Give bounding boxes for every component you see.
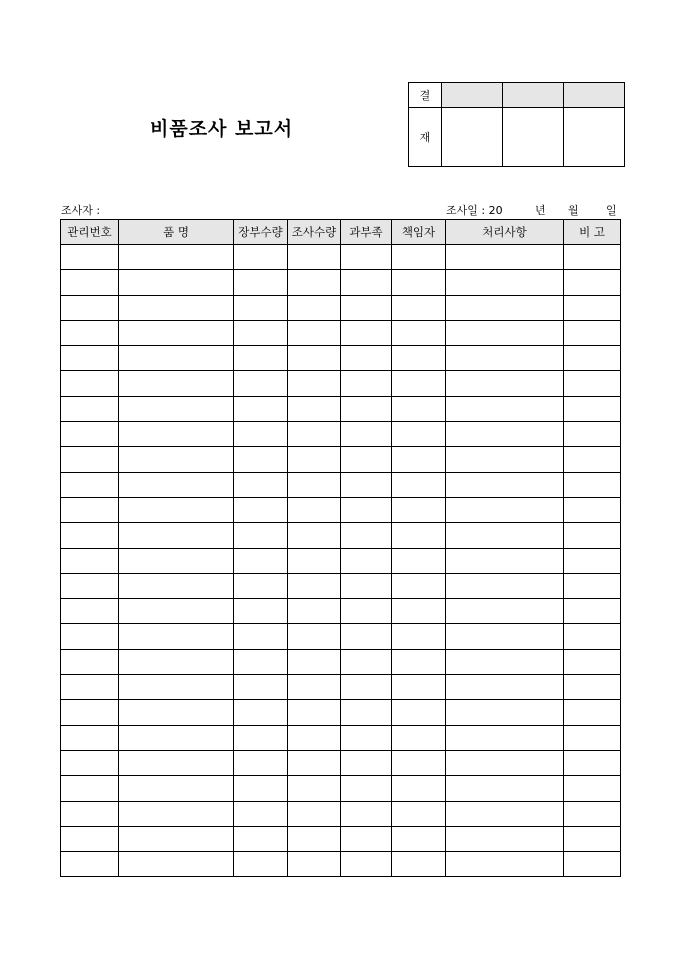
table-cell[interactable] [446,826,564,851]
table-cell[interactable] [564,346,621,371]
table-cell[interactable] [234,295,288,320]
table-cell[interactable] [341,801,392,826]
table-cell[interactable] [446,472,564,497]
table-cell[interactable] [119,725,234,750]
table-cell[interactable] [446,776,564,801]
approval-box [408,82,625,167]
table-cell[interactable] [61,346,119,371]
header-management-number: 관리번호 [61,220,119,245]
table-cell[interactable] [61,447,119,472]
table-cell[interactable] [341,270,392,295]
table-cell[interactable] [288,852,341,877]
table-cell[interactable] [61,725,119,750]
table-cell[interactable] [392,295,446,320]
approval-header-cell [564,83,625,108]
table-cell[interactable] [61,599,119,624]
table-cell[interactable] [392,801,446,826]
table-cell[interactable] [446,346,564,371]
table-cell[interactable] [392,447,446,472]
table-row [61,422,621,447]
table-row [61,700,621,725]
table-cell[interactable] [564,826,621,851]
table-row [61,599,621,624]
table-cell[interactable] [392,396,446,421]
table-cell[interactable] [119,776,234,801]
table-cell[interactable] [234,245,288,270]
table-cell[interactable] [61,826,119,851]
table-cell[interactable] [564,573,621,598]
table-cell[interactable] [564,624,621,649]
table-cell[interactable] [392,472,446,497]
table-cell[interactable] [61,396,119,421]
table-cell[interactable] [61,573,119,598]
table-row [61,396,621,421]
table-cell[interactable] [288,320,341,345]
table-cell[interactable] [61,750,119,775]
table-cell[interactable] [392,725,446,750]
table-cell[interactable] [234,750,288,775]
table-cell[interactable] [446,548,564,573]
table-cell[interactable] [119,700,234,725]
table-cell[interactable] [119,624,234,649]
header-action-taken: 처리사항 [446,220,564,245]
table-cell[interactable] [341,447,392,472]
table-cell[interactable] [119,422,234,447]
table-cell[interactable] [564,649,621,674]
page-title: 비품조사 보고서 [150,118,294,140]
table-row [61,245,621,270]
table-cell[interactable] [564,447,621,472]
table-cell[interactable] [119,649,234,674]
table-cell[interactable] [446,371,564,396]
table-cell[interactable] [446,497,564,522]
table-cell[interactable] [288,624,341,649]
table-cell[interactable] [119,497,234,522]
table-cell[interactable] [61,624,119,649]
table-cell[interactable] [564,320,621,345]
table-cell[interactable] [119,750,234,775]
table-cell[interactable] [341,599,392,624]
table-cell[interactable] [564,750,621,775]
table-cell[interactable] [61,675,119,700]
table-cell[interactable] [288,472,341,497]
header-remarks: 비 고 [564,220,621,245]
table-row [61,573,621,598]
table-cell[interactable] [564,371,621,396]
table-cell[interactable] [61,776,119,801]
table-cell[interactable] [288,346,341,371]
table-cell[interactable] [119,472,234,497]
table-row [61,270,621,295]
table-cell[interactable] [564,725,621,750]
table-row [61,548,621,573]
table-cell[interactable] [446,270,564,295]
table-cell[interactable] [392,776,446,801]
table-cell[interactable] [119,245,234,270]
table-cell[interactable] [392,422,446,447]
table-cell[interactable] [446,750,564,775]
table-cell[interactable] [119,396,234,421]
table-cell[interactable] [119,346,234,371]
table-cell[interactable] [392,826,446,851]
table-cell[interactable] [234,624,288,649]
table-cell[interactable] [341,776,392,801]
table-cell[interactable] [446,649,564,674]
table-cell[interactable] [564,776,621,801]
table-cell[interactable] [341,371,392,396]
table-cell[interactable] [288,270,341,295]
table-row [61,801,621,826]
table-cell[interactable] [234,725,288,750]
table-row [61,750,621,775]
table-cell[interactable] [234,472,288,497]
table-cell[interactable] [446,422,564,447]
table-row [61,320,621,345]
table-cell[interactable] [446,523,564,548]
table-cell[interactable] [392,675,446,700]
table-cell[interactable] [564,472,621,497]
table-cell[interactable] [446,295,564,320]
table-cell[interactable] [392,624,446,649]
table-cell[interactable] [564,801,621,826]
table-row [61,497,621,522]
table-cell[interactable] [119,371,234,396]
table-cell[interactable] [288,497,341,522]
table-cell[interactable] [446,725,564,750]
table-cell[interactable] [119,852,234,877]
table-cell[interactable] [234,852,288,877]
table-cell[interactable] [234,396,288,421]
table-cell[interactable] [341,624,392,649]
table-cell[interactable] [61,472,119,497]
table-cell[interactable] [234,320,288,345]
date-label: 조사일 : 20 [446,204,503,217]
investigator-label: 조사자 : [61,204,101,217]
table-cell[interactable] [392,649,446,674]
table-cell[interactable] [341,700,392,725]
approval-header-cell [503,83,564,108]
table-cell[interactable] [341,725,392,750]
table-cell[interactable] [446,573,564,598]
table-cell[interactable] [341,750,392,775]
table-cell[interactable] [288,396,341,421]
table-cell[interactable] [61,523,119,548]
table-cell[interactable] [341,523,392,548]
table-row [61,852,621,877]
table-cell[interactable] [288,826,341,851]
table-cell[interactable] [392,700,446,725]
table-cell[interactable] [288,649,341,674]
table-cell[interactable] [61,371,119,396]
table-cell[interactable] [341,826,392,851]
table-cell[interactable] [119,675,234,700]
table-cell[interactable] [234,675,288,700]
table-cell[interactable] [234,497,288,522]
header-person-in-charge: 책임자 [392,220,446,245]
table-cell[interactable] [61,422,119,447]
table-cell[interactable] [288,422,341,447]
table-cell[interactable] [61,245,119,270]
table-cell[interactable] [392,497,446,522]
inventory-table [60,219,621,877]
table-row [61,346,621,371]
day-unit: 일 [606,204,617,217]
table-row [61,371,621,396]
table-cell[interactable] [341,396,392,421]
header-book-quantity: 장부수량 [234,220,288,245]
table-cell[interactable] [288,700,341,725]
table-cell[interactable] [61,320,119,345]
table-cell[interactable] [234,776,288,801]
table-row [61,776,621,801]
table-cell[interactable] [564,270,621,295]
table-cell[interactable] [564,675,621,700]
table-row [61,523,621,548]
table-cell[interactable] [564,396,621,421]
approval-sign-cell[interactable] [564,108,625,167]
table-cell[interactable] [446,801,564,826]
table-cell[interactable] [234,422,288,447]
month-unit: 월 [568,204,579,217]
table-cell[interactable] [446,624,564,649]
table-cell[interactable] [564,548,621,573]
table-cell[interactable] [392,371,446,396]
table-cell[interactable] [234,826,288,851]
table-cell[interactable] [288,447,341,472]
table-cell[interactable] [119,320,234,345]
approval-label-top: 결 [409,83,442,108]
table-cell[interactable] [564,523,621,548]
table-cell[interactable] [564,295,621,320]
table-row [61,624,621,649]
table-row [61,649,621,674]
table-row [61,826,621,851]
table-cell[interactable] [341,346,392,371]
table-cell[interactable] [288,750,341,775]
table-cell[interactable] [119,599,234,624]
table-cell[interactable] [446,599,564,624]
table-cell[interactable] [446,320,564,345]
table-cell[interactable] [61,801,119,826]
table-cell[interactable] [119,801,234,826]
table-cell[interactable] [446,245,564,270]
header-item-name: 품 명 [119,220,234,245]
table-cell[interactable] [61,548,119,573]
table-cell[interactable] [341,472,392,497]
table-cell[interactable] [392,573,446,598]
table-cell[interactable] [341,422,392,447]
table-cell[interactable] [288,801,341,826]
table-row [61,447,621,472]
table-cell[interactable] [288,295,341,320]
table-cell[interactable] [234,447,288,472]
table-cell[interactable] [341,245,392,270]
table-cell[interactable] [446,700,564,725]
table-cell[interactable] [288,675,341,700]
table-cell[interactable] [61,852,119,877]
table-cell[interactable] [392,852,446,877]
table-cell[interactable] [341,852,392,877]
table-row [61,295,621,320]
table-cell[interactable] [392,245,446,270]
table-cell[interactable] [288,371,341,396]
table-cell[interactable] [392,523,446,548]
table-cell[interactable] [446,396,564,421]
table-cell[interactable] [564,700,621,725]
year-unit: 년 [535,204,546,217]
table-cell[interactable] [288,573,341,598]
table-cell[interactable] [392,750,446,775]
table-cell[interactable] [119,295,234,320]
table-cell[interactable] [564,422,621,447]
table-cell[interactable] [288,245,341,270]
table-cell[interactable] [341,649,392,674]
table-cell[interactable] [341,573,392,598]
table-cell[interactable] [392,346,446,371]
table-cell[interactable] [564,852,621,877]
table-cell[interactable] [234,599,288,624]
table-cell[interactable] [288,548,341,573]
table-cell[interactable] [446,447,564,472]
table-cell[interactable] [119,447,234,472]
table-cell[interactable] [61,270,119,295]
table-row [61,472,621,497]
table-cell[interactable] [234,649,288,674]
table-cell[interactable] [234,700,288,725]
header-survey-quantity: 조사수량 [288,220,341,245]
table-cell[interactable] [61,649,119,674]
table-row [61,675,621,700]
table-cell[interactable] [288,776,341,801]
table-header-row [61,220,621,245]
table-cell[interactable] [234,371,288,396]
table-cell[interactable] [446,675,564,700]
approval-label-bottom: 재 [409,108,442,167]
table-cell[interactable] [446,852,564,877]
table-cell[interactable] [119,548,234,573]
table-cell[interactable] [119,270,234,295]
header-surplus-shortage: 과부족 [341,220,392,245]
table-cell[interactable] [288,599,341,624]
table-cell[interactable] [392,599,446,624]
table-cell[interactable] [341,295,392,320]
table-cell[interactable] [234,801,288,826]
table-cell[interactable] [288,523,341,548]
table-cell[interactable] [119,826,234,851]
table-cell[interactable] [341,675,392,700]
table-cell[interactable] [234,346,288,371]
table-cell[interactable] [61,700,119,725]
table-cell[interactable] [234,523,288,548]
table-cell[interactable] [341,497,392,522]
table-cell[interactable] [234,270,288,295]
table-cell[interactable] [564,599,621,624]
table-cell[interactable] [119,573,234,598]
approval-header-cell [442,83,503,108]
table-cell[interactable] [234,573,288,598]
table-cell[interactable] [392,548,446,573]
table-cell[interactable] [392,320,446,345]
table-cell[interactable] [392,270,446,295]
table-cell[interactable] [341,320,392,345]
table-cell[interactable] [341,548,392,573]
approval-sign-cell[interactable] [503,108,564,167]
table-cell[interactable] [564,245,621,270]
table-cell[interactable] [61,295,119,320]
table-cell[interactable] [564,497,621,522]
table-cell[interactable] [119,523,234,548]
table-cell[interactable] [234,548,288,573]
table-row [61,725,621,750]
table-cell[interactable] [61,497,119,522]
table-cell[interactable] [288,725,341,750]
approval-sign-cell[interactable] [442,108,503,167]
